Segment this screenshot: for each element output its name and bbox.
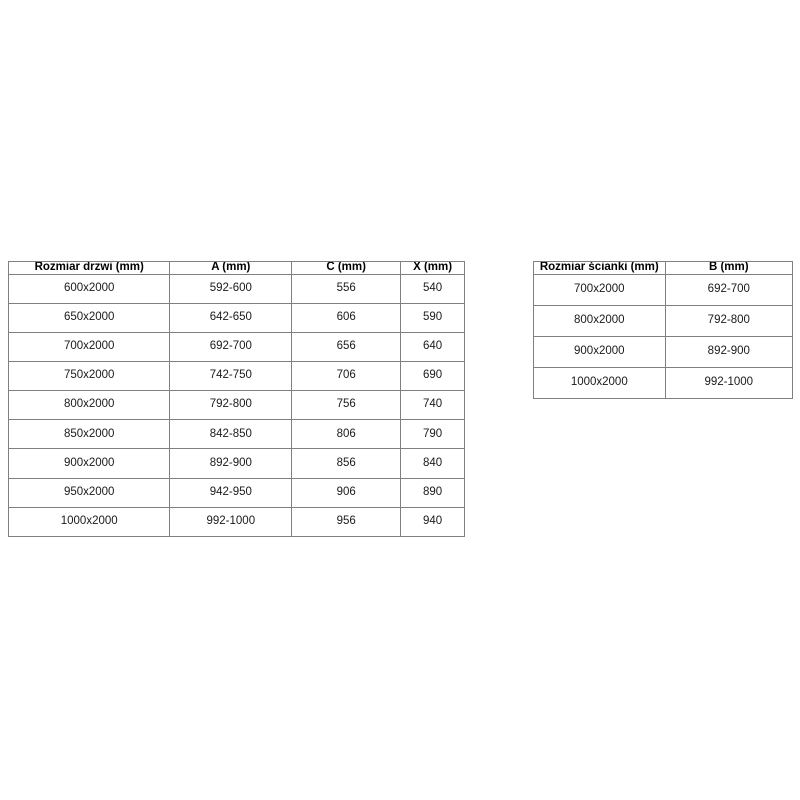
table-cell: 740: [401, 391, 465, 420]
table-cell: 1000x2000: [9, 507, 170, 536]
table-cell: 1000x2000: [534, 367, 666, 398]
table-cell: 642-650: [170, 303, 292, 332]
wall-panel-dimensions-table: [533, 261, 793, 399]
table-header-cell: C (mm): [292, 262, 401, 275]
table-cell: 640: [401, 332, 465, 361]
table-cell: 592-600: [170, 274, 292, 303]
table-header-cell: B (mm): [665, 262, 792, 275]
table-header-cell: Rozmiar ścianki (mm): [534, 262, 666, 275]
table-cell: 692-700: [170, 332, 292, 361]
table-cell: 690: [401, 361, 465, 390]
table-cell: 792-800: [170, 391, 292, 420]
table-cell: 992-1000: [170, 507, 292, 536]
table-cell: 800x2000: [534, 305, 666, 336]
table-row: [9, 274, 465, 303]
table-cell: 700x2000: [534, 274, 666, 305]
table-cell: 850x2000: [9, 420, 170, 449]
table-cell: 856: [292, 449, 401, 478]
table-cell: 906: [292, 478, 401, 507]
table-cell: 742-750: [170, 361, 292, 390]
table-row: [9, 507, 465, 536]
table-header-cell: A (mm): [170, 262, 292, 275]
table-cell: 800x2000: [9, 391, 170, 420]
table-header-row: [534, 262, 793, 275]
table-row: [9, 391, 465, 420]
table-cell: 606: [292, 303, 401, 332]
table-row: [9, 420, 465, 449]
table-header-cell: Rozmiar drzwi (mm): [9, 262, 170, 275]
table-row: [9, 361, 465, 390]
table-header-row: [9, 262, 465, 275]
table-row: [9, 478, 465, 507]
table-cell: 792-800: [665, 305, 792, 336]
table-row: [534, 336, 793, 367]
table-cell: 650x2000: [9, 303, 170, 332]
table-row: [534, 305, 793, 336]
table-cell: 692-700: [665, 274, 792, 305]
table-cell: 900x2000: [534, 336, 666, 367]
table-cell: 750x2000: [9, 361, 170, 390]
table-cell: 556: [292, 274, 401, 303]
table-cell: 790: [401, 420, 465, 449]
table-row: [9, 332, 465, 361]
table-row: [9, 303, 465, 332]
table-cell: 842-850: [170, 420, 292, 449]
table-cell: 600x2000: [9, 274, 170, 303]
table-cell: 540: [401, 274, 465, 303]
table-cell: 756: [292, 391, 401, 420]
table-cell: 992-1000: [665, 367, 792, 398]
table-cell: 840: [401, 449, 465, 478]
table-cell: 590: [401, 303, 465, 332]
table-cell: 956: [292, 507, 401, 536]
table-row: [534, 274, 793, 305]
table-cell: 700x2000: [9, 332, 170, 361]
table-row: [9, 449, 465, 478]
table-header-cell: X (mm): [401, 262, 465, 275]
table-row: [534, 367, 793, 398]
table-cell: 892-900: [665, 336, 792, 367]
table-cell: 900x2000: [9, 449, 170, 478]
table-cell: 806: [292, 420, 401, 449]
table-cell: 892-900: [170, 449, 292, 478]
table-cell: 940: [401, 507, 465, 536]
table-cell: 656: [292, 332, 401, 361]
table-cell: 950x2000: [9, 478, 170, 507]
table-cell: 890: [401, 478, 465, 507]
door-dimensions-table: [8, 261, 465, 537]
table-cell: 942-950: [170, 478, 292, 507]
table-cell: 706: [292, 361, 401, 390]
